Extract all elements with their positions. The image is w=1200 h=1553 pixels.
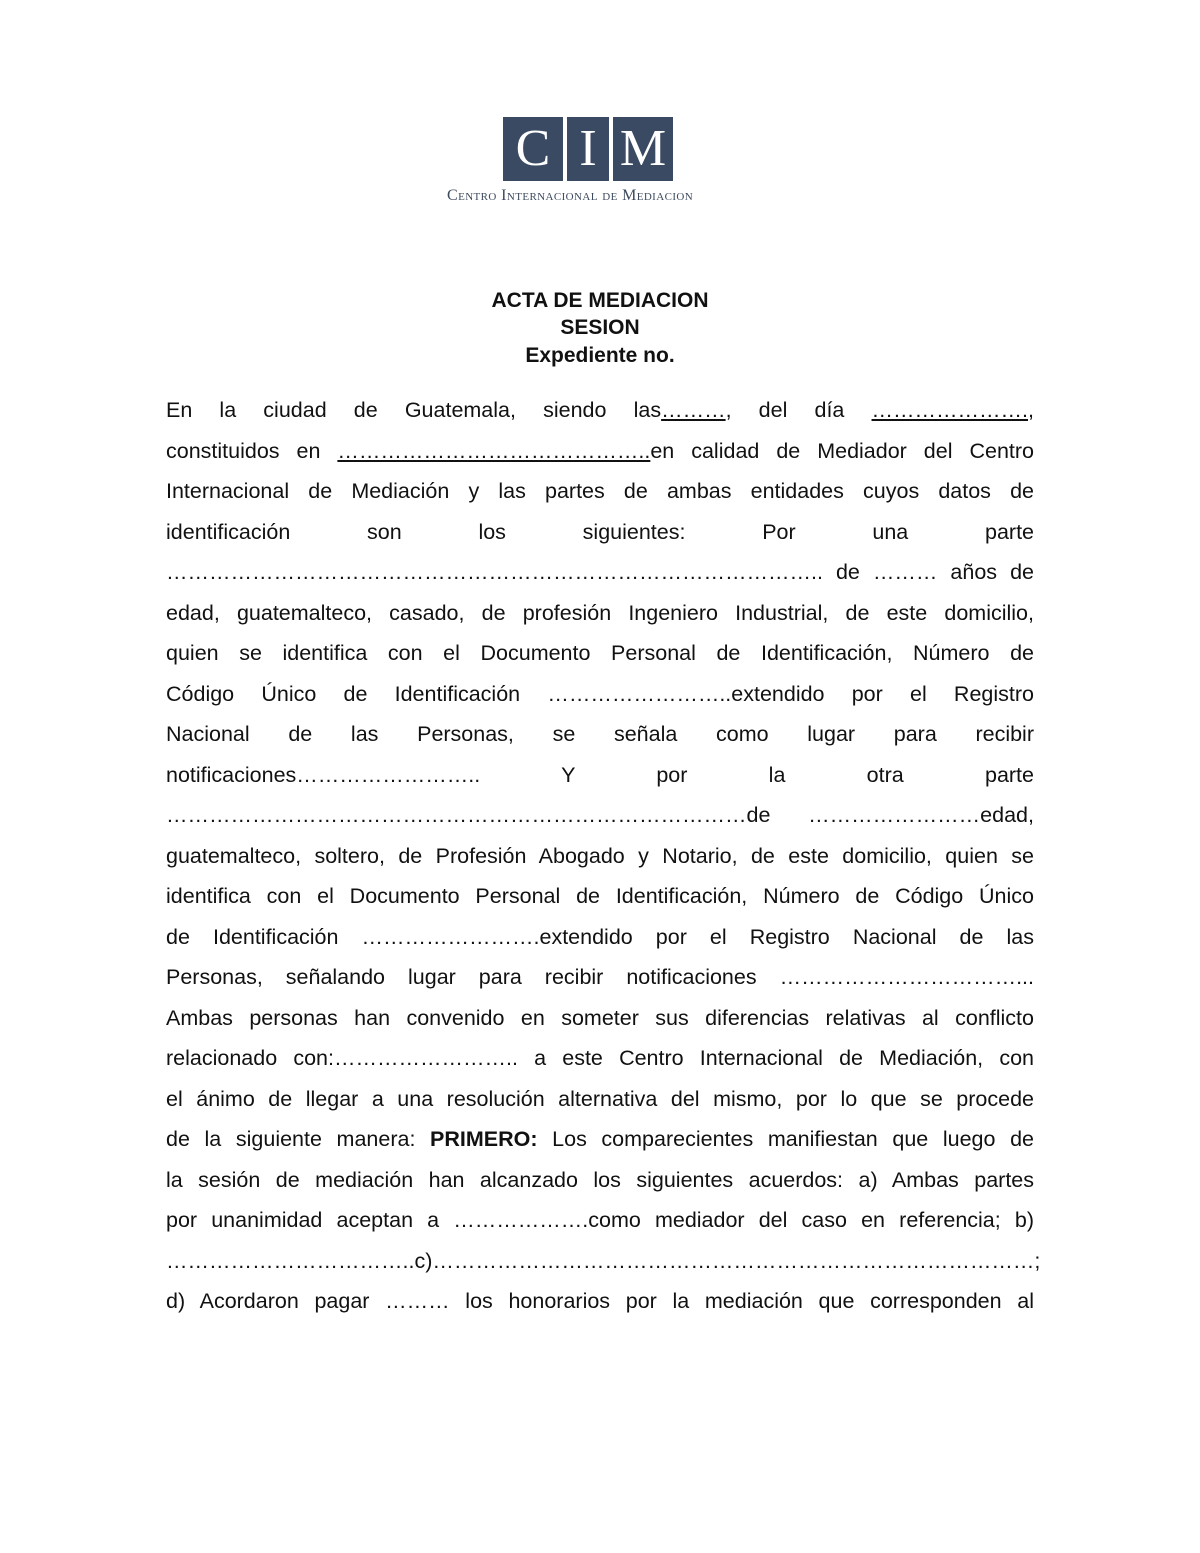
- document-body: [166, 390, 1041, 1322]
- time-blank: ………: [661, 398, 726, 422]
- body-line-9: Nacional de las Personas, se señala como lugar para recibir: [166, 722, 1034, 746]
- body-line-7: quien se identifica con el Documento Personal de Identificación, Número de: [166, 641, 1034, 665]
- body-line-22: ……………………………..c)…………………………………………………………………………;: [166, 1248, 1041, 1273]
- location-blank: ……………………………………..: [337, 438, 651, 463]
- body-line-21: por unanimidad aceptan a ……………….como mediador del caso en referencia; b): [166, 1208, 1034, 1232]
- body-line-20: la sesión de mediación han alcanzado los siguientes acuerdos: a) Ambas partes: [166, 1167, 1034, 1192]
- day-blank: ………………….: [871, 398, 1029, 422]
- body-line-11: ………………………………………………………………………de ……………………edad,: [166, 803, 1034, 827]
- primero-label: PRIMERO:: [430, 1127, 538, 1151]
- body-line-13: identifica con el Documento Personal de Identificación, Número de Código Único: [166, 884, 1034, 908]
- body-line-12: guatemalteco, soltero, de Profesión Abogado y Notario, de este domicilio, quien se: [166, 843, 1034, 868]
- body-line-18: el ánimo de llegar a una resolución alternativa del mismo, por lo que se procede: [166, 1086, 1034, 1111]
- body-line-14: de Identificación …………………….extendido por el Registro Nacional de las: [166, 924, 1034, 949]
- logo-letter-c: C: [503, 117, 563, 181]
- file-number-heading: Expediente no.: [525, 344, 675, 367]
- body-line-1: En la ciudad de Guatemala, siendo las………, del día ………………….,: [166, 398, 1034, 422]
- body-line-15: Personas, señalando lugar para recibir notificaciones ……………………………...: [166, 965, 1034, 989]
- logo-letter-i: I: [567, 117, 609, 181]
- cim-logo: [447, 117, 767, 217]
- body-line-6: edad, guatemalteco, casado, de profesión Ingeniero Industrial, de este domicilio,: [166, 600, 1034, 625]
- body-line-5: ……………………………………………………………………………….. de ……… años de: [166, 560, 1034, 584]
- body-line-2: constituidos en ……………………………………..en calidad de Mediador del Centro: [166, 438, 1034, 463]
- document-title: ACTA DE MEDIACION: [491, 289, 709, 312]
- logo-letter-boxes: [503, 117, 673, 181]
- body-line-17: relacionado con:…………………….. a este Centro Internacional de Mediación, con: [166, 1046, 1034, 1070]
- session-heading: SESION: [560, 316, 640, 339]
- body-line-16: Ambas personas han convenido en someter sus diferencias relativas al conflicto: [166, 1005, 1034, 1030]
- body-line-10: notificaciones…………………….. Y por la otra parte: [166, 762, 1034, 787]
- logo-letter-m: M: [613, 117, 673, 181]
- body-line-23: d) Acordaron pagar ……… los honorarios por la mediación que corresponden al: [166, 1289, 1034, 1313]
- body-line-8: Código Único de Identificación ……………………..extendido por el Registro: [166, 681, 1034, 706]
- body-line-4: identificación son los siguientes: Por una parte: [166, 519, 1034, 544]
- logo-subtitle: Centro Internacional de Mediacion: [447, 187, 694, 204]
- body-line-19: de la siguiente manera: PRIMERO: Los comparecientes manifiestan que luego de: [166, 1127, 1034, 1151]
- body-line-3: Internacional de Mediación y las partes de ambas entidades cuyos datos de: [166, 479, 1034, 503]
